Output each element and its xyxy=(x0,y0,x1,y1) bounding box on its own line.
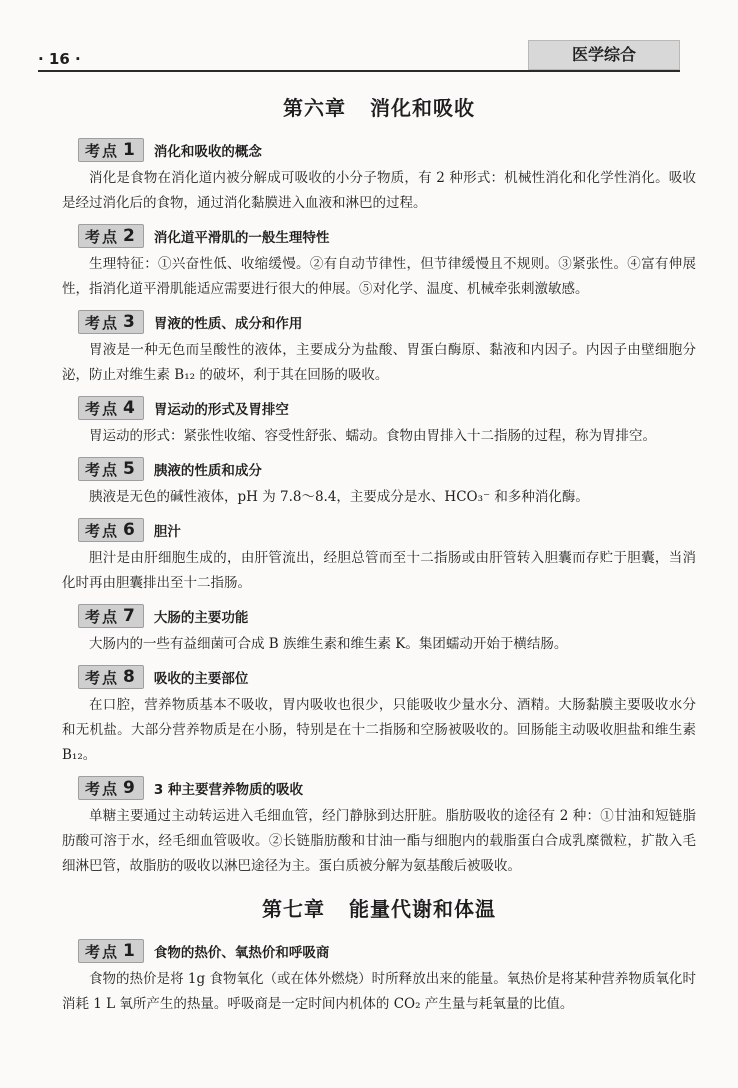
kaodian-badge: 考点 1 xyxy=(78,138,144,162)
topic-body: 生理特征：①兴奋性低、收缩缓慢。②有自动节律性，但节律缓慢且不规则。③紧张性。④富有伸展性，指消化道平滑肌能适应需要进行很大的伸展。⑤对化学、温度、机械牵张刺激敏感。 xyxy=(62,256,696,297)
chapter-label: 第六章 xyxy=(283,96,346,120)
topic-body: 单糖主要通过主动转运进入毛细血管，经门静脉到达肝脏。脂肪吸收的途径有 2 种：①甘油和短链脂肪酸可溶于水，经毛细血管吸收。②长链脂肪酸和甘油一酯与细胞内的载脂蛋白合成乳糜微粒，扩散入毛细淋巴管，故脂肪的吸收以淋巴途径为主。蛋白质被分解为氨基酸后被吸收。 xyxy=(62,808,696,874)
kaodian-badge: 考点 3 xyxy=(78,310,144,334)
topic-body: 消化是食物在消化道内被分解成可吸收的小分子物质，有 2 种形式：机械性消化和化学性消化。吸收是经过消化后的食物，通过消化黏膜进入血液和淋巴的过程。 xyxy=(62,170,696,211)
kaodian-badge: 考点 6 xyxy=(78,518,144,542)
topic-title: 胆汁 xyxy=(153,524,181,540)
topic-heading xyxy=(62,664,696,690)
topic-heading xyxy=(62,517,696,543)
chapter-title xyxy=(62,893,696,922)
page-header xyxy=(38,40,680,74)
kaodian-badge: 考点 4 xyxy=(78,396,144,420)
chapter-name: 能量代谢和体温 xyxy=(349,897,496,921)
kaodian-badge: 考点 5 xyxy=(78,457,144,481)
topic-title: 3 种主要营养物质的吸收 xyxy=(153,782,303,798)
topic-heading xyxy=(62,223,696,249)
topic-heading xyxy=(62,456,696,482)
kaodian-badge: 考点 7 xyxy=(78,604,144,628)
topic xyxy=(62,395,696,449)
topic-title: 吸收的主要部位 xyxy=(153,671,249,687)
topic-heading xyxy=(62,309,696,335)
topic-body: 在口腔，营养物质基本不吸收，胃内吸收也很少，只能吸收少量水分、酒精。大肠黏膜主要吸收水分和无机盐。大部分营养物质是在小肠，特别是在十二指肠和空肠被吸收的。回肠能主动吸收胆盐和维生素 B₁₂。 xyxy=(62,697,696,763)
kaodian-badge: 考点 1 xyxy=(78,939,144,963)
chapter-name: 消化和吸收 xyxy=(370,96,475,120)
topic-title: 胃运动的形式及胃排空 xyxy=(153,402,289,418)
kaodian-badge: 考点 8 xyxy=(78,665,144,689)
topic-heading xyxy=(62,603,696,629)
page-number: · 16 · xyxy=(38,50,81,68)
topic-heading xyxy=(62,137,696,163)
topic xyxy=(62,938,696,1017)
topic-title: 大肠的主要功能 xyxy=(153,610,249,626)
kaodian-badge: 考点 2 xyxy=(78,224,144,248)
header-rule xyxy=(38,70,680,72)
topic-body: 胆汁是由肝细胞生成的，由肝管流出，经胆总管而至十二指肠或由肝管转入胆囊而存贮于胆囊，当消化时再由胆囊排出至十二指肠。 xyxy=(62,550,696,591)
topic xyxy=(62,137,696,216)
topic xyxy=(62,775,696,879)
topic-title: 消化道平滑肌的一般生理特性 xyxy=(153,230,330,246)
kaodian-badge: 考点 9 xyxy=(78,776,144,800)
topic xyxy=(62,456,696,510)
topic-title: 消化和吸收的概念 xyxy=(153,144,262,160)
chapter-label: 第七章 xyxy=(262,897,325,921)
topic xyxy=(62,603,696,657)
topic xyxy=(62,517,696,596)
section-tab: 医学综合 xyxy=(528,40,680,70)
topic xyxy=(62,309,696,388)
topic-title: 食物的热价、氧热价和呼吸商 xyxy=(153,945,330,961)
topic-body: 胃液是一种无色而呈酸性的液体，主要成分为盐酸、胃蛋白酶原、黏液和内因子。内因子由壁细胞分泌，防止对维生素 B₁₂ 的破坏，利于其在回肠的吸收。 xyxy=(62,342,696,383)
page-content xyxy=(62,92,696,1024)
topic-title: 胰液的性质和成分 xyxy=(153,463,262,479)
topic xyxy=(62,223,696,302)
chapter-title xyxy=(62,92,696,121)
topic-heading xyxy=(62,938,696,964)
topic-body: 胃运动的形式：紧张性收缩、容受性舒张、蠕动。食物由胃排入十二指肠的过程，称为胃排空。 xyxy=(89,428,656,444)
topic-heading xyxy=(62,775,696,801)
topic xyxy=(62,664,696,768)
topic-heading xyxy=(62,395,696,421)
topic-title: 胃液的性质、成分和作用 xyxy=(153,316,303,332)
topic-body: 大肠内的一些有益细菌可合成 B 族维生素和维生素 K。集团蠕动开始于横结肠。 xyxy=(89,636,568,652)
topic-body: 食物的热价是将 1g 食物氧化（或在体外燃烧）时所释放出来的能量。氧热价是将某种营养物质氧化时消耗 1 L 氧所产生的热量。呼吸商是一定时间内机体的 CO₂ 产生量与耗氧量的比值。 xyxy=(62,971,696,1012)
topic-body: 胰液是无色的碱性液体，pH 为 7.8～8.4，主要成分是水、HCO₃⁻ 和多种消化酶。 xyxy=(89,489,589,505)
